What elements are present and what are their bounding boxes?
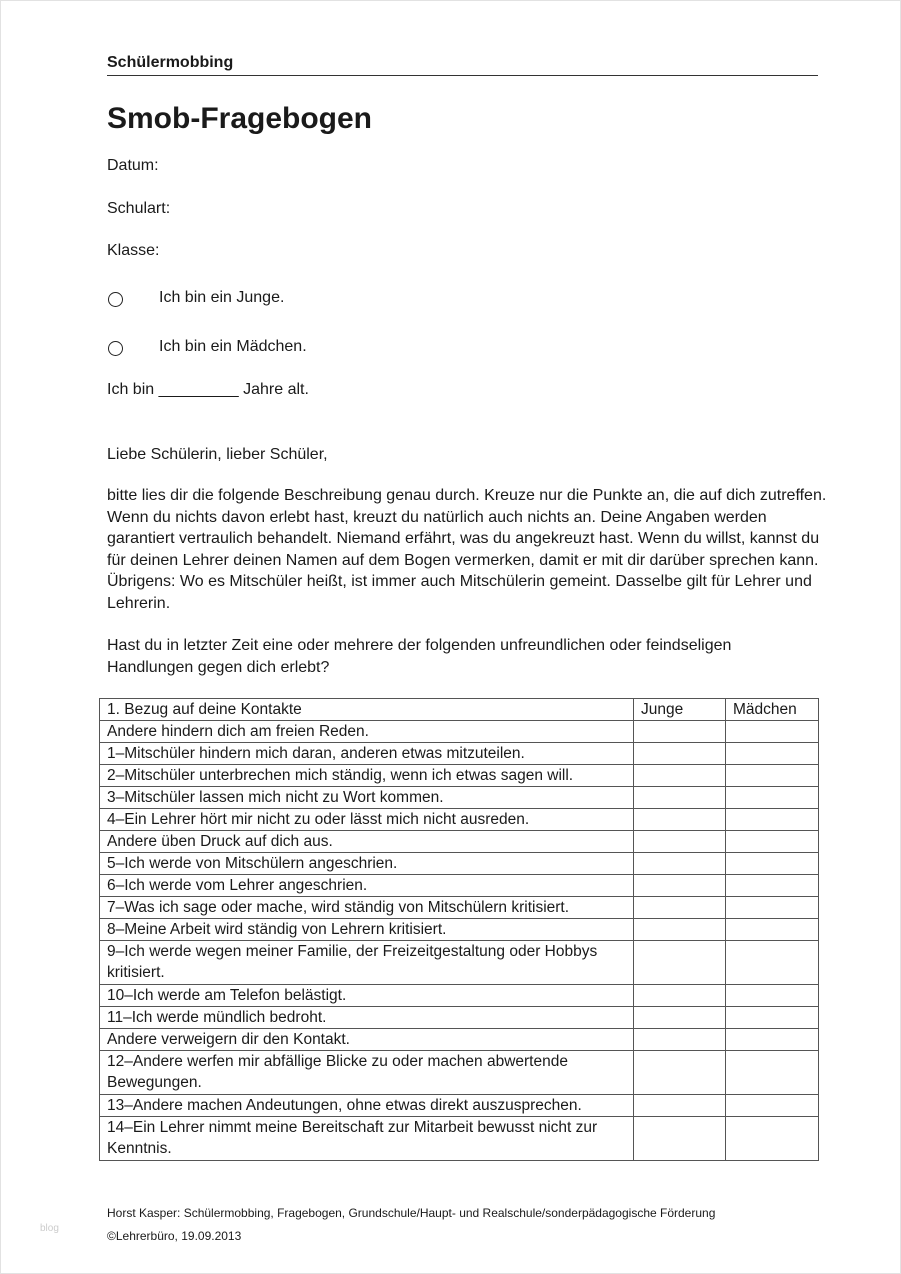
row-statement: Andere üben Druck auf dich aus.	[100, 831, 634, 853]
table-row	[100, 787, 819, 809]
class-label: Klasse:	[107, 242, 160, 259]
row-statement: 14–Ein Lehrer nimmt meine Bereitschaft zur Mitarbeit bewusst nicht zur Kenntnis.	[100, 1117, 634, 1161]
boy-checkbox-cell[interactable]	[634, 765, 726, 787]
girl-checkbox-cell[interactable]	[726, 721, 819, 743]
boy-checkbox-cell[interactable]	[634, 1007, 726, 1029]
girl-checkbox-cell[interactable]	[726, 1095, 819, 1117]
row-statement: 13–Andere machen Andeutungen, ohne etwas direkt auszusprechen.	[100, 1095, 634, 1117]
girl-checkbox-cell[interactable]	[726, 809, 819, 831]
row-statement: 10–Ich werde am Telefon belästigt.	[100, 985, 634, 1007]
table-row	[100, 985, 819, 1007]
boy-checkbox-cell[interactable]	[634, 831, 726, 853]
table-row	[100, 897, 819, 919]
header-boy: Junge	[634, 699, 726, 721]
boy-checkbox-cell[interactable]	[634, 787, 726, 809]
footer-citation: Horst Kasper: Schülermobbing, Fragebogen, Grundschule/Haupt- und Realschule/sonderpädagogische Förderung	[107, 1206, 716, 1220]
school-type-label: Schulart:	[107, 200, 171, 217]
watermark: blog	[40, 1223, 59, 1234]
page-title: Smob-Fragebogen	[107, 102, 373, 135]
row-statement: 8–Meine Arbeit wird ständig von Lehrern kritisiert.	[100, 919, 634, 941]
row-statement: 12–Andere werfen mir abfällige Blicke zu oder machen abwertende Bewegungen.	[100, 1051, 634, 1095]
girl-checkbox-cell[interactable]	[726, 787, 819, 809]
boy-checkbox-cell[interactable]	[634, 1117, 726, 1161]
row-statement: 11–Ich werde mündlich bedroht.	[100, 1007, 634, 1029]
table-row	[100, 831, 819, 853]
girl-checkbox-cell[interactable]	[726, 743, 819, 765]
boy-checkbox-cell[interactable]	[634, 809, 726, 831]
boy-checkbox-cell[interactable]	[634, 941, 726, 985]
boy-checkbox-cell[interactable]	[634, 1095, 726, 1117]
table-row	[100, 765, 819, 787]
row-statement: 2–Mitschüler unterbrechen mich ständig, wenn ich etwas sagen will.	[100, 765, 634, 787]
option-girl-label: Ich bin ein Mädchen.	[159, 338, 307, 355]
row-statement: Andere hindern dich am freien Reden.	[100, 721, 634, 743]
table-row	[100, 1117, 819, 1161]
girl-checkbox-cell[interactable]	[726, 765, 819, 787]
row-statement: 6–Ich werde vom Lehrer angeschrien.	[100, 875, 634, 897]
row-statement: 9–Ich werde wegen meiner Familie, der Freizeitgestaltung oder Hobbys kritisiert.	[100, 941, 634, 985]
date-label: Datum:	[107, 157, 159, 174]
table-row	[100, 941, 819, 985]
table-row	[100, 721, 819, 743]
girl-checkbox-cell[interactable]	[726, 1007, 819, 1029]
table-row	[100, 853, 819, 875]
header-category: 1. Bezug auf deine Kontakte	[100, 699, 634, 721]
table-row	[100, 1007, 819, 1029]
table-row	[100, 1029, 819, 1051]
row-statement: 4–Ein Lehrer hört mir nicht zu oder lässt mich nicht ausreden.	[100, 809, 634, 831]
row-statement: Andere verweigern dir den Kontakt.	[100, 1029, 634, 1051]
row-statement: 7–Was ich sage oder mache, wird ständig von Mitschülern kritisiert.	[100, 897, 634, 919]
girl-checkbox-cell[interactable]	[726, 919, 819, 941]
header-divider	[107, 75, 818, 76]
boy-checkbox-cell[interactable]	[634, 853, 726, 875]
row-statement: 1–Mitschüler hindern mich daran, anderen etwas mitzuteilen.	[100, 743, 634, 765]
table-row	[100, 919, 819, 941]
greeting: Liebe Schülerin, lieber Schüler,	[107, 446, 328, 463]
row-statement: 5–Ich werde von Mitschülern angeschrien.	[100, 853, 634, 875]
boy-checkbox-cell[interactable]	[634, 1051, 726, 1095]
girl-checkbox-cell[interactable]	[726, 831, 819, 853]
questionnaire-table	[99, 698, 819, 1161]
option-boy-label: Ich bin ein Junge.	[159, 289, 285, 306]
header-girl: Mädchen	[726, 699, 819, 721]
row-statement: 3–Mitschüler lassen mich nicht zu Wort kommen.	[100, 787, 634, 809]
intro-paragraph: bitte lies dir die folgende Beschreibung genau durch. Kreuze nur die Punkte an, die auf dich zutreffen. Wenn du nichts davon erlebt hast, kreuzt du natürlich auch nichts an. Deine Angaben werden garantiert vertraulich behandelt. Niemand erfährt, was du angekreuzt hast. Wenn du willst, kannst du für deinen Lehrer deinen Namen auf dem Bogen vermerken, damit er mit dir darüber sprechen kann. Übrigens: Wo es Mitschüler heißt, ist immer auch Mitschülerin gemeint. Dasselbe gilt für Lehrer und Lehrerin.	[107, 487, 827, 612]
table-row	[100, 809, 819, 831]
girl-checkbox-cell[interactable]	[726, 875, 819, 897]
boy-checkbox-cell[interactable]	[634, 721, 726, 743]
girl-checkbox-cell[interactable]	[726, 853, 819, 875]
boy-checkbox-cell[interactable]	[634, 1029, 726, 1051]
boy-checkbox-cell[interactable]	[634, 743, 726, 765]
table-header-row	[100, 699, 819, 721]
girl-checkbox-cell[interactable]	[726, 1029, 819, 1051]
girl-checkbox-cell[interactable]	[726, 941, 819, 985]
radio-girl[interactable]	[108, 341, 123, 356]
table-row	[100, 1095, 819, 1117]
boy-checkbox-cell[interactable]	[634, 919, 726, 941]
radio-boy[interactable]	[108, 292, 123, 307]
running-header: Schülermobbing	[107, 54, 234, 71]
girl-checkbox-cell[interactable]	[726, 985, 819, 1007]
boy-checkbox-cell[interactable]	[634, 897, 726, 919]
table-row	[100, 875, 819, 897]
table-row	[100, 743, 819, 765]
girl-checkbox-cell[interactable]	[726, 897, 819, 919]
question-text: Hast du in letzter Zeit eine oder mehrere der folgenden unfreundlichen oder feindseligen Handlungen gegen dich erlebt?	[107, 637, 732, 676]
footer-copyright: ©Lehrerbüro, 19.09.2013	[107, 1229, 242, 1243]
table-row	[100, 1051, 819, 1095]
boy-checkbox-cell[interactable]	[634, 985, 726, 1007]
boy-checkbox-cell[interactable]	[634, 875, 726, 897]
age-line: Ich bin _________ Jahre alt.	[107, 381, 309, 398]
girl-checkbox-cell[interactable]	[726, 1051, 819, 1095]
girl-checkbox-cell[interactable]	[726, 1117, 819, 1161]
